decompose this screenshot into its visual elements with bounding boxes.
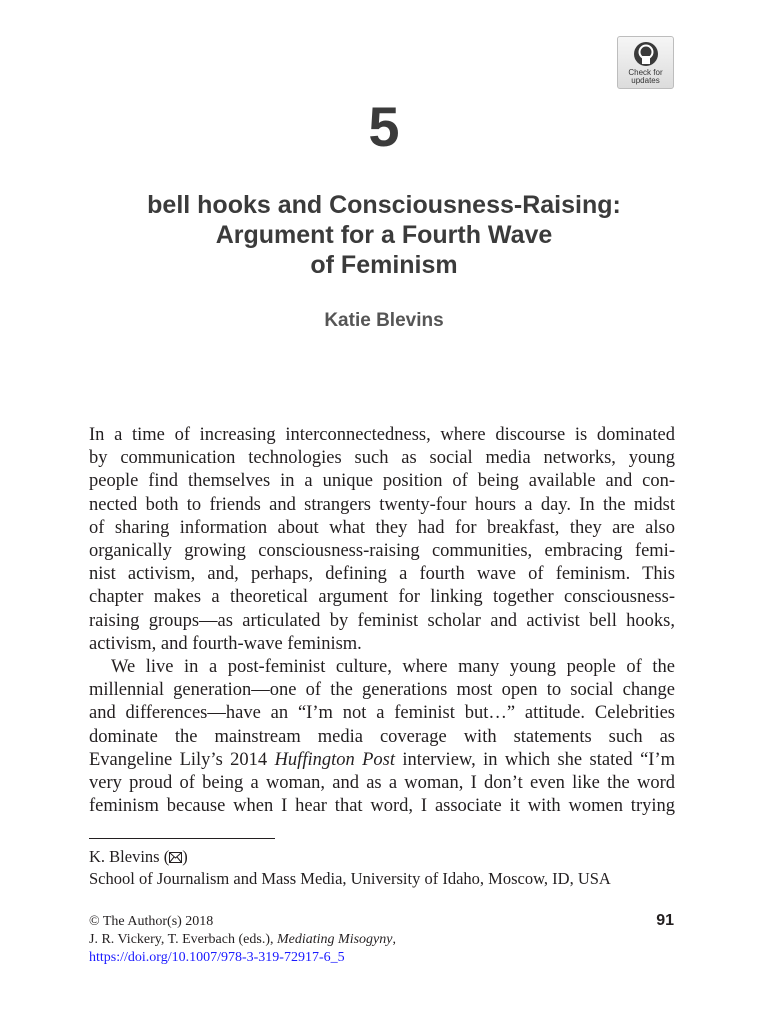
chapter-title-line: bell hooks and Consciousness-Raising: <box>147 191 621 219</box>
paragraph <box>89 656 675 818</box>
text-line: of sharing information about what they had for breakfast, they are also <box>89 517 675 538</box>
book-citation <box>89 931 396 949</box>
footnote-author-close: ) <box>182 847 188 866</box>
chapter-title-line: Argument for a Fourth Wave <box>215 221 553 249</box>
text-line: people find themselves in a unique position of being available and con- <box>89 471 675 492</box>
book-citation-comma: , <box>392 932 396 947</box>
text-line: activism, and fourth-wave feminism. <box>89 633 362 654</box>
book-editors: J. R. Vickery, T. Everbach (eds.), <box>89 932 277 947</box>
text-line: feminism because when I hear that word, I associate it with women trying <box>89 796 675 817</box>
text-line: millennial generation—one of the generations most open to social change <box>89 680 675 701</box>
publication-name: Huffington Post <box>274 749 396 770</box>
envelope-icon[interactable] <box>169 852 182 863</box>
text-line: chapter makes a theoretical argument for linking together consciousness- <box>89 587 675 608</box>
paragraph <box>89 424 675 656</box>
footnote <box>89 846 611 890</box>
page-number: 91 <box>656 912 674 929</box>
footnote-author-name: K. Blevins ( <box>89 847 170 866</box>
text-line: dominate the mainstream media coverage with statements such as <box>89 726 675 747</box>
text-line: nected both to friends and strangers twenty-four hours a day. In the midst <box>89 494 675 515</box>
doi-link[interactable]: https://doi.org/10.1007/978-3-319-72917-6_5 <box>89 950 345 965</box>
body-text <box>89 424 675 818</box>
text-line: by communication technologies such as social media networks, young <box>89 448 675 469</box>
page-footer <box>89 913 396 967</box>
text-line: We live in a post-feminist culture, where many young people of the <box>111 657 675 678</box>
copyright: © The Author(s) 2018 <box>89 914 214 929</box>
text-line: very proud of being a woman, and as a woman, I don’t even like the word <box>89 773 675 794</box>
check-for-updates-icon <box>633 41 659 67</box>
text-line: In a time of increasing interconnectedness, where discourse is dominated <box>89 425 675 445</box>
text-segment: interview, in which she stated “I’m <box>395 749 675 770</box>
footnote-affiliation: School of Journalism and Mass Media, University of Idaho, Moscow, ID, USA <box>89 869 611 888</box>
chapter-author: Katie Blevins <box>324 310 444 331</box>
check-for-updates-label: Check for updates <box>628 68 663 85</box>
text-line: nist activism, and, perhaps, defining a fourth wave of feminism. This <box>89 564 675 585</box>
chapter-title <box>64 190 704 280</box>
book-title: Mediating Misogyny <box>276 932 393 947</box>
chapter-title-line: of Feminism <box>310 251 458 279</box>
text-line: raising groups—as articulated by feminist scholar and activist bell hooks, <box>89 610 675 631</box>
footnote-divider <box>89 838 275 839</box>
text-line: organically growing consciousness-raising communities, embracing femi- <box>89 541 675 562</box>
text-line <box>89 749 675 772</box>
check-for-updates-badge[interactable] <box>617 36 674 89</box>
footnote-author <box>89 846 611 868</box>
chapter-number: 5 <box>368 95 400 158</box>
text-line: and differences—have an “I’m not a feminist but…” attitude. Celebrities <box>89 703 675 724</box>
text-segment: Evangeline Lily’s 2014 <box>89 749 275 770</box>
